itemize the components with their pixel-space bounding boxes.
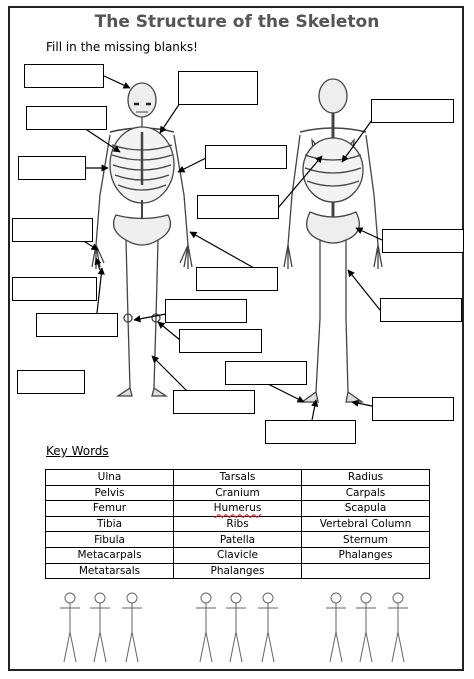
front-skeleton: [92, 83, 192, 396]
key-word-cell: Clavicle: [174, 547, 302, 563]
key-word-cell: Pelvis: [46, 485, 174, 501]
key-words-table: [45, 469, 430, 579]
table-row: [46, 470, 430, 486]
blank-label-box[interactable]: [265, 420, 356, 444]
decorative-skeleton-figures: [60, 593, 408, 662]
blank-label-box[interactable]: [205, 145, 287, 169]
blank-label-box[interactable]: [382, 229, 464, 253]
key-word-cell: Patella: [174, 532, 302, 548]
blank-label-box[interactable]: [26, 106, 107, 130]
key-word-cell: [302, 563, 430, 579]
blank-label-box[interactable]: [372, 397, 454, 421]
blank-label-box[interactable]: [12, 277, 97, 301]
key-word-cell: Tarsals: [174, 470, 302, 486]
key-word-cell: Carpals: [302, 485, 430, 501]
table-row: [46, 516, 430, 532]
key-word-cell: Cranium: [174, 485, 302, 501]
blank-label-box[interactable]: [178, 71, 258, 105]
table-row: [46, 532, 430, 548]
table-row: [46, 563, 430, 579]
key-word-cell: Fibula: [46, 532, 174, 548]
table-row: [46, 547, 430, 563]
key-words-heading: Key Words: [46, 444, 109, 458]
blank-label-box[interactable]: [12, 218, 93, 242]
blank-label-box[interactable]: [173, 390, 255, 414]
key-word-cell: Metatarsals: [46, 563, 174, 579]
blank-label-box[interactable]: [36, 313, 118, 337]
key-word-cell: Scapula: [302, 501, 430, 517]
key-word-cell: Metacarpals: [46, 547, 174, 563]
key-word-cell: Vertebral Column: [302, 516, 430, 532]
key-word-cell: Sternum: [302, 532, 430, 548]
blank-label-box[interactable]: [165, 299, 247, 323]
blank-label-box[interactable]: [380, 298, 462, 322]
page-title: The Structure of the Skeleton: [94, 12, 380, 32]
key-word-cell: Phalanges: [174, 563, 302, 579]
key-word-cell: Ulna: [46, 470, 174, 486]
blank-label-box[interactable]: [24, 64, 104, 88]
blank-label-box[interactable]: [196, 267, 278, 291]
key-word-cell: Phalanges: [302, 547, 430, 563]
key-word-cell: Femur: [46, 501, 174, 517]
blank-label-box[interactable]: [17, 370, 85, 394]
key-word-cell: Tibia: [46, 516, 174, 532]
key-word-cell: Ribs: [174, 516, 302, 532]
blank-label-box[interactable]: [225, 361, 307, 385]
blank-label-box[interactable]: [18, 156, 86, 180]
instruction-text: Fill in the missing blanks!: [46, 40, 198, 54]
table-row: [46, 485, 430, 501]
blank-label-box[interactable]: [179, 329, 262, 353]
blank-label-box[interactable]: [197, 195, 279, 219]
key-word-cell: Radius: [302, 470, 430, 486]
blank-label-box[interactable]: [371, 99, 454, 123]
table-row: [46, 501, 430, 517]
key-word-text: Humerus: [213, 502, 262, 515]
key-word-cell: [174, 501, 302, 517]
